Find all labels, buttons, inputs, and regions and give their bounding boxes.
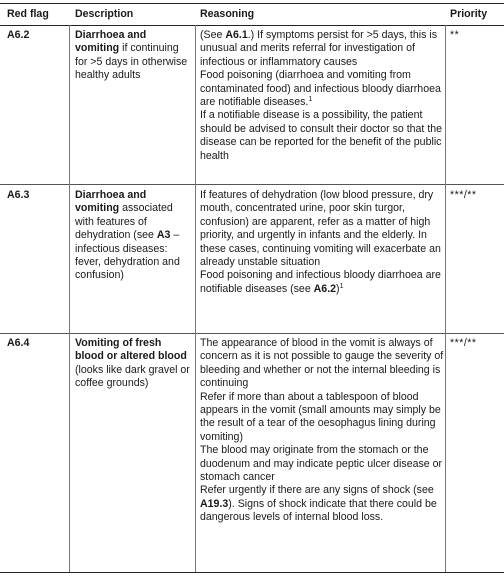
reasoning-paragraph: (See A6.1.) If symptoms persist for >5 days, this is unusual and merits referral for investigation of infectious or inflammatory causes — [200, 29, 437, 68]
description-text: if continuing for >5 days in otherwise healthy adults — [75, 42, 188, 82]
row-description — [75, 337, 193, 391]
cross-reference: A6.1 — [225, 29, 248, 41]
reasoning-paragraph: Food poisoning and infectious bloody diarrhoea are notifiable diseases (see A6.2)$^1$ — [200, 269, 441, 295]
row-divider — [0, 333, 504, 334]
header-reasoning: Reasoning — [200, 8, 255, 20]
footnote-marker: 1 — [308, 96, 313, 104]
table-row — [0, 189, 504, 332]
cross-reference: A3 — [156, 229, 171, 242]
header-rule — [0, 25, 504, 26]
row-flag: A6.2 — [7, 29, 30, 41]
column-rule — [195, 25, 196, 572]
row-reasoning — [200, 29, 444, 163]
top-rule — [0, 3, 504, 4]
row-priority: ** — [450, 29, 460, 41]
description-text: – infectious diseases: fever, dehydration and confusion) — [75, 229, 180, 282]
reasoning-paragraph: The blood may originate from the stomach or the duodenum and may indicate peptic ulcer disease or stomach cancer — [200, 444, 443, 484]
reasoning-paragraph: Refer urgently if there are any signs of shock (see A19.3). Signs of shock indicate that there could be dangerous levels of internal blood loss. — [200, 484, 437, 524]
column-rule — [69, 25, 70, 572]
footnote-marker: 1 — [339, 282, 344, 290]
row-priority: ***/** — [450, 189, 477, 201]
reasoning-paragraph: The appearance of blood in the vomit is always of concern as it is not possible to gauge the severity of bleeding and whether or not the internal bleeding is continuing — [200, 337, 444, 390]
bottom-rule — [0, 572, 504, 573]
description-bold: Diarrhoea and vomiting — [75, 189, 147, 215]
description-bold: Vomiting of fresh blood or altered blood — [75, 337, 187, 363]
reasoning-paragraph: If features of dehydration (low blood pressure, dry mouth, concentrated urine, poor skin turgor, confusion) are apparent, refer as a matter of high priority, and urgently in infants and the elderly. In these cases, continuing vomiting will exacerbate an already unstable situation — [200, 189, 441, 269]
reasoning-paragraph: Food poisoning (diarrhoea and vomiting from contaminated food) and infectious bloody diarrhoea are notifiable diseases.$^1$ — [200, 69, 441, 109]
table-row — [0, 337, 504, 569]
row-reasoning — [200, 337, 444, 525]
cross-reference: A6.2 — [313, 282, 337, 295]
column-rule — [445, 25, 446, 572]
header-description: Description — [75, 8, 134, 20]
description-text: associated with features of dehydration (see — [75, 202, 173, 242]
row-reasoning — [200, 189, 444, 296]
reasoning-paragraph: Refer if more than about a tablespoon of blood appears in the vomit (small amounts may simply be the result of a tear of the oesophagus lining during vomiting) — [200, 390, 441, 443]
row-divider — [0, 184, 504, 185]
cross-reference: A19.3 — [200, 497, 229, 510]
row-description — [75, 29, 193, 83]
table-header — [0, 8, 504, 24]
header-flag: Red flag — [7, 8, 49, 20]
header-priority: Priority — [450, 8, 488, 20]
row-description — [75, 189, 193, 283]
description-text: (looks like dark gravel or coffee grounds) — [75, 363, 190, 390]
row-priority: ***/** — [450, 337, 477, 349]
table-row — [0, 29, 504, 182]
row-flag: A6.3 — [7, 189, 30, 201]
row-flag: A6.4 — [7, 337, 30, 349]
description-bold: Diarrhoea and vomiting — [75, 29, 147, 55]
reasoning-paragraph: If a notifiable disease is a possibility, the patient should be advised to consult their doctor so that the disease can be reported for the benefit of the public health — [200, 109, 443, 162]
